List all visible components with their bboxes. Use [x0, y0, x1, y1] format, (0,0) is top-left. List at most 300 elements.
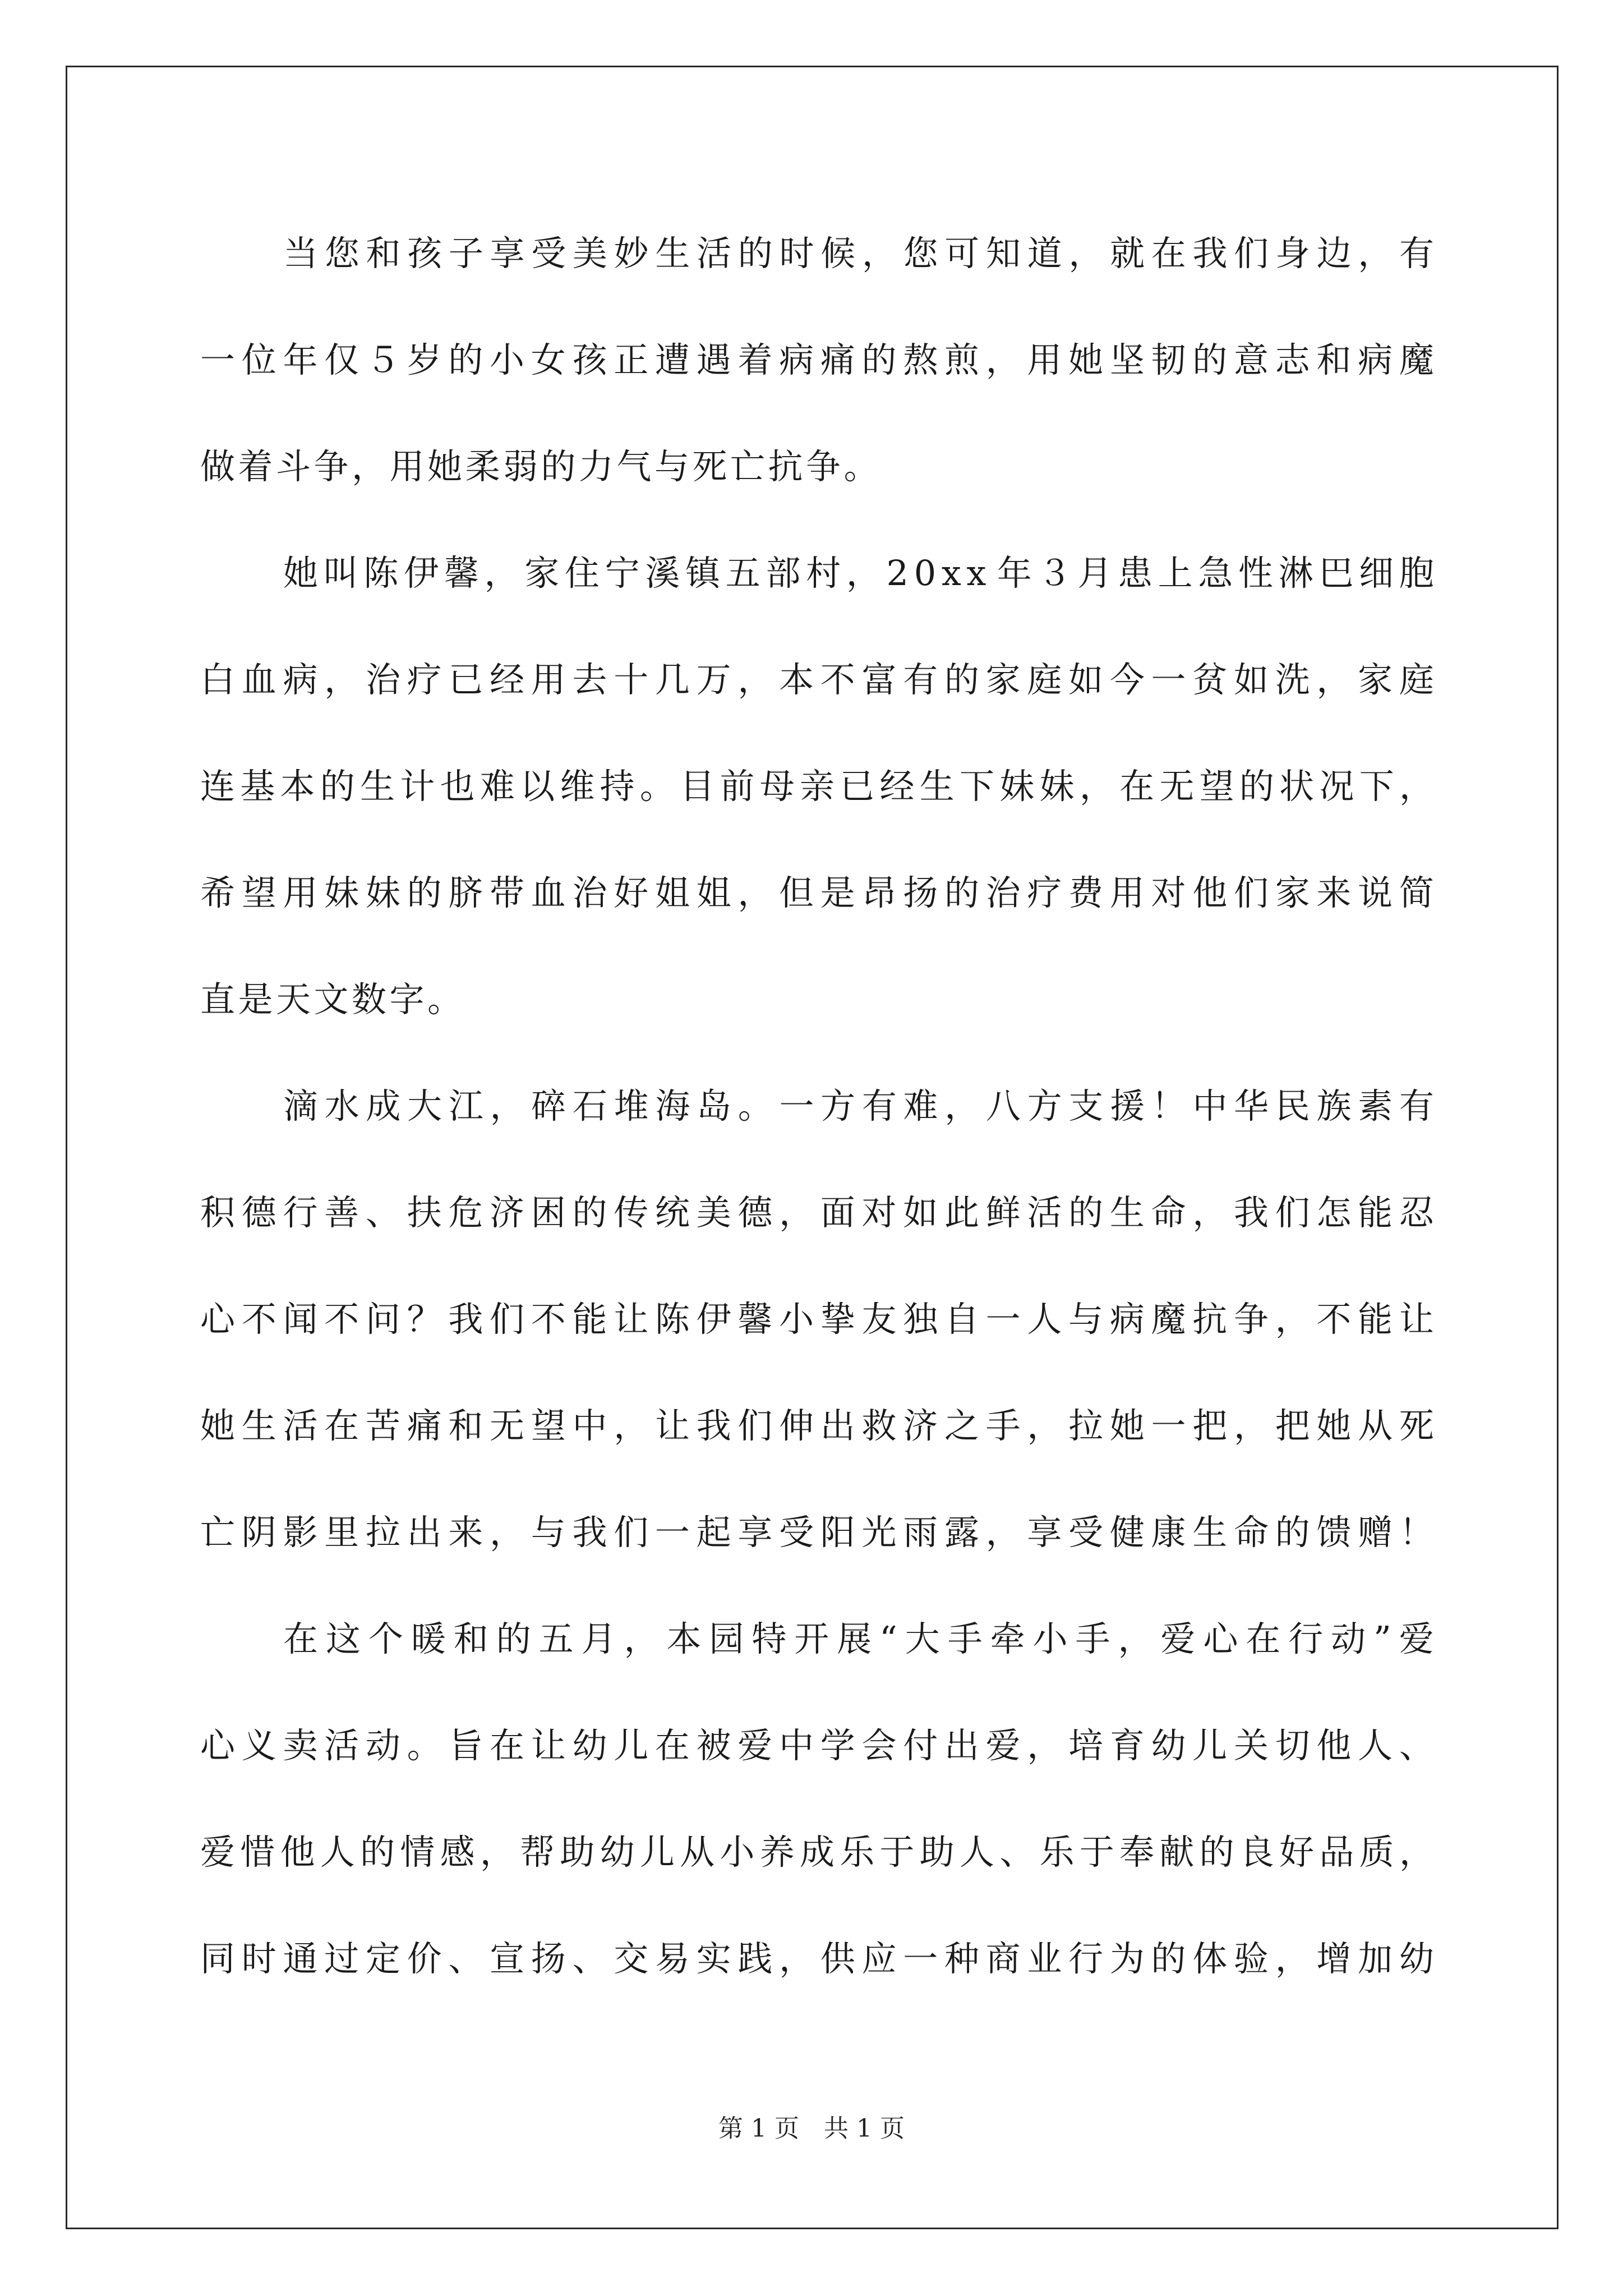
glyph: 从 [680, 1832, 715, 1872]
glyph: 带 [490, 872, 525, 913]
glyph: 馨 [444, 553, 479, 593]
glyph: 用 [531, 659, 566, 700]
glyph: 小 [490, 339, 525, 380]
glyph: 同 [200, 1938, 236, 1979]
glyph: 身 [1275, 233, 1310, 274]
glyph: 和 [1316, 339, 1352, 380]
glyph: 妹 [999, 766, 1035, 807]
glyph: 增 [1316, 1938, 1352, 1979]
glyph: 和 [366, 233, 401, 274]
glyph: 希 [200, 872, 236, 913]
glyph: 价 [407, 1938, 442, 1979]
glyph: 说 [1358, 872, 1393, 913]
glyph: 儿 [639, 1832, 675, 1872]
glyph: 一 [1151, 1405, 1186, 1446]
glyph: 供 [820, 1938, 855, 1979]
glyph: 被 [696, 1725, 731, 1766]
glyph: 、 [448, 1938, 483, 1979]
glyph: 时 [779, 233, 814, 274]
glyph: 乐 [840, 1832, 875, 1872]
glyph: 水 [324, 1085, 359, 1126]
glyph: 们 [490, 1299, 525, 1340]
glyph: 义 [241, 1725, 276, 1766]
glyph: 在 [654, 1725, 690, 1766]
glyph: x [941, 553, 961, 593]
glyph: ！ [1151, 1085, 1186, 1126]
glyph: 方 [820, 1085, 856, 1126]
glyph: 有 [903, 659, 938, 700]
glyph: 遭 [654, 339, 690, 380]
glyph: 宁 [605, 553, 640, 593]
glyph: 在 [1246, 1618, 1281, 1659]
glyph: 洗 [1275, 659, 1310, 700]
glyph: 治 [572, 872, 607, 913]
glyph: 叫 [323, 553, 358, 593]
glyph: ” [1373, 1618, 1391, 1659]
glyph: 。 [639, 766, 675, 807]
glyph: 开 [794, 1618, 829, 1659]
glyph: 育 [1109, 1725, 1145, 1766]
glyph: 病 [283, 659, 318, 700]
glyph: 商 [985, 1938, 1021, 1979]
glyph: ， [779, 1192, 814, 1233]
page-footer [0, 2108, 1623, 2144]
glyph: 碎 [531, 1085, 566, 1126]
glyph: 家 [524, 553, 560, 593]
glyph: 阳 [820, 1512, 855, 1553]
glyph: 用 [283, 872, 318, 913]
glyph: 生 [360, 766, 395, 807]
glyph: 妙 [614, 233, 649, 274]
glyph: ， [1118, 1618, 1153, 1659]
glyph: 无 [490, 1405, 525, 1446]
glyph: 亡 [200, 1512, 236, 1553]
glyph: 此 [944, 1192, 979, 1233]
text-line [200, 752, 1434, 858]
glyph: 病 [1109, 1299, 1145, 1340]
text-line [200, 1711, 1434, 1818]
text-line [200, 432, 1434, 539]
glyph: 苦 [365, 1405, 400, 1446]
glyph: 0 [914, 553, 937, 593]
glyph: 遇 [696, 339, 731, 380]
glyph: 有 [861, 1085, 897, 1126]
glyph: 一 [779, 1085, 814, 1126]
glyph: 卖 [283, 1725, 318, 1766]
glyph: 是 [820, 872, 855, 913]
glyph: 性 [1238, 553, 1274, 593]
glyph: 行 [1288, 1618, 1324, 1659]
glyph: 良 [1239, 1832, 1274, 1872]
glyph: 他 [280, 1832, 315, 1872]
glyph: 急 [1198, 553, 1233, 593]
glyph: 妹 [1039, 766, 1075, 807]
line-text: 直是天文数字。 [200, 979, 465, 1020]
glyph: 幼 [1151, 1725, 1186, 1766]
glyph: 、 [365, 1192, 400, 1233]
glyph: 生 [1109, 1192, 1145, 1233]
glyph: 她 [1109, 1405, 1145, 1446]
glyph: 与 [531, 1512, 566, 1553]
glyph: 的 [1239, 766, 1274, 807]
glyph: 问 [365, 1299, 400, 1340]
glyph: 挚 [820, 1299, 855, 1340]
glyph: 伸 [779, 1405, 814, 1446]
glyph: 业 [1027, 1938, 1062, 1979]
glyph: 爱 [1399, 1618, 1434, 1659]
glyph: 活 [697, 233, 732, 274]
glyph: 好 [614, 872, 649, 913]
glyph: 魔 [1399, 339, 1434, 380]
glyph: 的 [944, 659, 979, 700]
glyph: 健 [1109, 1512, 1145, 1553]
glyph: 心 [200, 1299, 236, 1340]
glyph: 易 [654, 1938, 690, 1979]
text-line [200, 1924, 1434, 2031]
glyph: 惜 [240, 1832, 275, 1872]
glyph: ， [737, 659, 773, 700]
text-line [200, 1285, 1434, 1391]
glyph: 治 [985, 872, 1021, 913]
glyph: 去 [572, 659, 607, 700]
glyph: 儿 [1192, 1725, 1228, 1766]
glyph: 体 [1192, 1938, 1228, 1979]
glyph: 手 [947, 1618, 983, 1659]
glyph: 抗 [1192, 1299, 1228, 1340]
glyph: 们 [1233, 872, 1269, 913]
glyph: 质 [1359, 1832, 1394, 1872]
glyph: ， [614, 1405, 649, 1446]
glyph: 怎 [1316, 1192, 1352, 1233]
glyph: 住 [564, 553, 600, 593]
glyph: 爱 [1160, 1618, 1196, 1659]
glyph: 韧 [1151, 339, 1186, 380]
glyph: 望 [241, 872, 276, 913]
glyph: ， [1027, 1725, 1062, 1766]
glyph: 着 [737, 339, 773, 380]
glyph: 小 [1032, 1618, 1068, 1659]
glyph: 。 [737, 1085, 773, 1126]
glyph: ， [1079, 766, 1114, 807]
glyph: 月 [1077, 553, 1113, 593]
glyph: 心 [1203, 1618, 1238, 1659]
glyph: 状 [1279, 766, 1315, 807]
glyph: 在 [1151, 233, 1186, 274]
glyph: 康 [1151, 1512, 1186, 1553]
glyph: 陈 [363, 553, 399, 593]
glyph: 乐 [1039, 1832, 1075, 1872]
glyph: 我 [572, 1512, 607, 1553]
glyph: 实 [696, 1938, 731, 1979]
glyph: 血 [531, 872, 566, 913]
line-text: 做着斗争，用她柔弱的力气与死亡抗争。 [200, 446, 882, 487]
glyph: 加 [1358, 1938, 1393, 1979]
glyph: 馨 [737, 1299, 773, 1340]
glyph: 暖 [411, 1618, 446, 1659]
glyph: 鲜 [985, 1192, 1021, 1233]
glyph: 生 [655, 233, 690, 274]
glyph: 陈 [654, 1299, 690, 1340]
glyph: 让 [1399, 1299, 1434, 1340]
glyph: 的 [737, 233, 773, 274]
glyph: 践 [737, 1938, 773, 1979]
glyph: 在 [324, 1405, 359, 1446]
glyph: 堆 [614, 1085, 649, 1126]
glyph: 们 [1234, 233, 1269, 274]
glyph: 不 [820, 659, 855, 700]
glyph: ， [985, 339, 1021, 380]
glyph: 下 [1359, 766, 1394, 807]
glyph: 、 [1399, 1725, 1434, 1766]
glyph: 学 [820, 1725, 855, 1766]
glyph: 享 [1027, 1512, 1062, 1553]
glyph: 人 [960, 1832, 995, 1872]
glyph: 手 [985, 1405, 1021, 1446]
glyph: 宣 [490, 1938, 525, 1979]
glyph: 昂 [861, 872, 897, 913]
glyph: ， [861, 233, 897, 274]
glyph: 望 [1199, 766, 1234, 807]
glyph: 滴 [283, 1085, 319, 1126]
glyph: 伊 [404, 553, 439, 593]
glyph: 在 [1119, 766, 1155, 807]
glyph: 小 [779, 1299, 814, 1340]
glyph: 验 [1233, 1938, 1269, 1979]
glyph: 里 [324, 1512, 359, 1553]
glyph: 们 [737, 1405, 773, 1446]
glyph: 年 [997, 553, 1032, 593]
glyph: ， [1399, 766, 1434, 807]
glyph: 伊 [696, 1299, 731, 1340]
glyph: 从 [1358, 1405, 1393, 1446]
glyph: 维 [560, 766, 595, 807]
glyph: 对 [861, 1192, 897, 1233]
glyph: 会 [861, 1725, 897, 1766]
glyph: 村 [806, 553, 841, 593]
glyph: 她 [283, 553, 319, 593]
text-line [200, 1604, 1434, 1711]
glyph: 的 [448, 339, 483, 380]
glyph: 生 [241, 1405, 276, 1446]
glyph: 享 [737, 1512, 773, 1553]
glyph: 痛 [820, 339, 855, 380]
glyph: 连 [200, 766, 236, 807]
glyph: ， [779, 1938, 814, 1979]
glyph: 好 [1279, 1832, 1315, 1872]
glyph: 培 [1068, 1725, 1104, 1766]
glyph: 您 [324, 233, 359, 274]
glyph: 持 [600, 766, 635, 807]
glyph: 志 [1275, 339, 1310, 380]
glyph: 德 [737, 1192, 773, 1233]
glyph: 费 [1068, 872, 1104, 913]
glyph: 淋 [1278, 553, 1313, 593]
glyph: 一 [654, 1512, 690, 1553]
glyph: 于 [879, 1832, 915, 1872]
glyph: 中 [1192, 1085, 1228, 1126]
glyph: 简 [1399, 872, 1434, 913]
glyph: 亲 [799, 766, 834, 807]
glyph: ， [1068, 233, 1104, 274]
glyph: 痛 [407, 1405, 442, 1446]
glyph: 有 [1399, 1085, 1434, 1126]
glyph: 的 [496, 1618, 531, 1659]
glyph: 姐 [696, 872, 731, 913]
glyph: 五 [725, 553, 760, 593]
glyph: 出 [820, 1405, 855, 1446]
glyph: 一 [903, 1938, 938, 1979]
glyph: 情 [400, 1832, 435, 1872]
glyph: 的 [572, 1192, 607, 1233]
glyph: 德 [241, 1192, 276, 1233]
glyph: 时 [241, 1938, 276, 1979]
glyph: 大 [905, 1618, 940, 1659]
glyph: 手 [1075, 1618, 1110, 1659]
glyph: 我 [696, 1405, 731, 1446]
glyph: 切 [1275, 1725, 1310, 1766]
glyph: 动 [1331, 1618, 1366, 1659]
glyph: 交 [614, 1938, 649, 1979]
document-body [200, 219, 1434, 2031]
glyph: 品 [1319, 1832, 1354, 1872]
glyph: 溪 [645, 553, 680, 593]
glyph: 行 [1068, 1938, 1104, 1979]
glyph: 熬 [903, 339, 938, 380]
glyph: 难 [903, 1085, 938, 1126]
glyph: 年 [283, 339, 318, 380]
glyph: 经 [490, 659, 525, 700]
glyph: 与 [1068, 1299, 1104, 1340]
glyph: 女 [531, 339, 566, 380]
glyph: 妹 [365, 872, 400, 913]
glyph: 一 [1151, 659, 1186, 700]
glyph: 雨 [903, 1512, 938, 1553]
glyph: 和 [453, 1618, 488, 1659]
glyph: 的 [1275, 1512, 1310, 1553]
glyph: 不 [241, 1299, 276, 1340]
glyph: 道 [1027, 233, 1062, 274]
glyph: ， [1316, 659, 1352, 700]
glyph: 姐 [654, 872, 690, 913]
glyph: 爱 [985, 1725, 1021, 1766]
glyph: 让 [531, 1725, 566, 1766]
glyph: 在 [283, 1618, 319, 1659]
glyph: 的 [1199, 1832, 1234, 1872]
glyph: 传 [614, 1192, 649, 1233]
glyph: 您 [903, 233, 938, 274]
glyph: 月 [581, 1618, 616, 1659]
glyph: ， [1399, 1832, 1434, 1872]
glyph: 人 [1027, 1299, 1062, 1340]
glyph: 心 [200, 1725, 236, 1766]
glyph: 本 [280, 766, 315, 807]
glyph: 的 [320, 766, 355, 807]
text-line [200, 1071, 1434, 1178]
glyph: 下 [960, 766, 995, 807]
glyph: 救 [861, 1405, 897, 1446]
glyph: 面 [820, 1192, 855, 1233]
glyph: 受 [531, 233, 566, 274]
glyph: 、 [999, 1832, 1035, 1872]
glyph: 仅 [324, 339, 359, 380]
glyph: 岛 [697, 1085, 732, 1126]
glyph: 出 [944, 1725, 979, 1766]
glyph: 如 [1068, 659, 1104, 700]
glyph: 能 [1358, 1192, 1393, 1233]
glyph: 的 [1192, 339, 1228, 380]
glyph: 经 [879, 766, 915, 807]
glyph: ， [1027, 1405, 1062, 1446]
glyph: 她 [1316, 1405, 1352, 1446]
glyph: 素 [1358, 1085, 1393, 1126]
glyph: ， [490, 1512, 525, 1553]
glyph: 白 [200, 659, 236, 700]
glyph: 妹 [324, 872, 359, 913]
glyph: 的 [407, 872, 442, 913]
glyph: x [966, 553, 986, 593]
glyph: 方 [1027, 1085, 1062, 1126]
glyph: 她 [200, 1405, 236, 1446]
glyph: 动 [365, 1725, 400, 1766]
glyph: 也 [440, 766, 475, 807]
text-line [200, 645, 1434, 752]
glyph: 目 [680, 766, 715, 807]
glyph: 人 [1358, 1725, 1393, 1766]
glyph: ， [490, 1085, 525, 1126]
page-number: 第 1 页 共 1 页 [718, 2114, 905, 2143]
glyph: 爱 [737, 1725, 773, 1766]
glyph: 能 [572, 1299, 607, 1340]
glyph: 海 [655, 1085, 690, 1126]
glyph: 来 [1316, 872, 1352, 913]
glyph: 展 [837, 1618, 872, 1659]
glyph: 在 [490, 1725, 525, 1766]
glyph: 母 [759, 766, 795, 807]
glyph: 我 [448, 1299, 483, 1340]
glyph: 子 [448, 233, 483, 274]
glyph: 当 [283, 233, 319, 274]
glyph: 本 [779, 659, 814, 700]
glyph: ３ [1037, 553, 1072, 593]
glyph: 她 [1068, 339, 1104, 380]
glyph: 影 [283, 1512, 318, 1553]
glyph: 来 [448, 1512, 483, 1553]
glyph: 族 [1316, 1085, 1352, 1126]
glyph: 奉 [1119, 1832, 1155, 1872]
glyph: 友 [861, 1299, 897, 1340]
glyph: 孩 [572, 339, 607, 380]
glyph: 通 [283, 1938, 318, 1979]
glyph: 独 [903, 1299, 938, 1340]
glyph: 和 [448, 1405, 483, 1446]
glyph: 付 [903, 1725, 938, 1766]
text-line [200, 325, 1434, 432]
glyph: 善 [324, 1192, 359, 1233]
glyph: 、 [572, 1938, 607, 1979]
glyph: 阴 [241, 1512, 276, 1553]
glyph: 出 [407, 1512, 442, 1553]
text-line [200, 1391, 1434, 1498]
glyph: 坚 [1109, 339, 1145, 380]
glyph: 已 [448, 659, 483, 700]
glyph: ， [624, 1618, 659, 1659]
glyph: 活 [1027, 1192, 1062, 1233]
glyph: 拉 [1068, 1405, 1104, 1446]
glyph: 扶 [407, 1192, 442, 1233]
glyph: 园 [709, 1618, 744, 1659]
glyph: 几 [654, 659, 690, 700]
glyph: 上 [1158, 553, 1193, 593]
